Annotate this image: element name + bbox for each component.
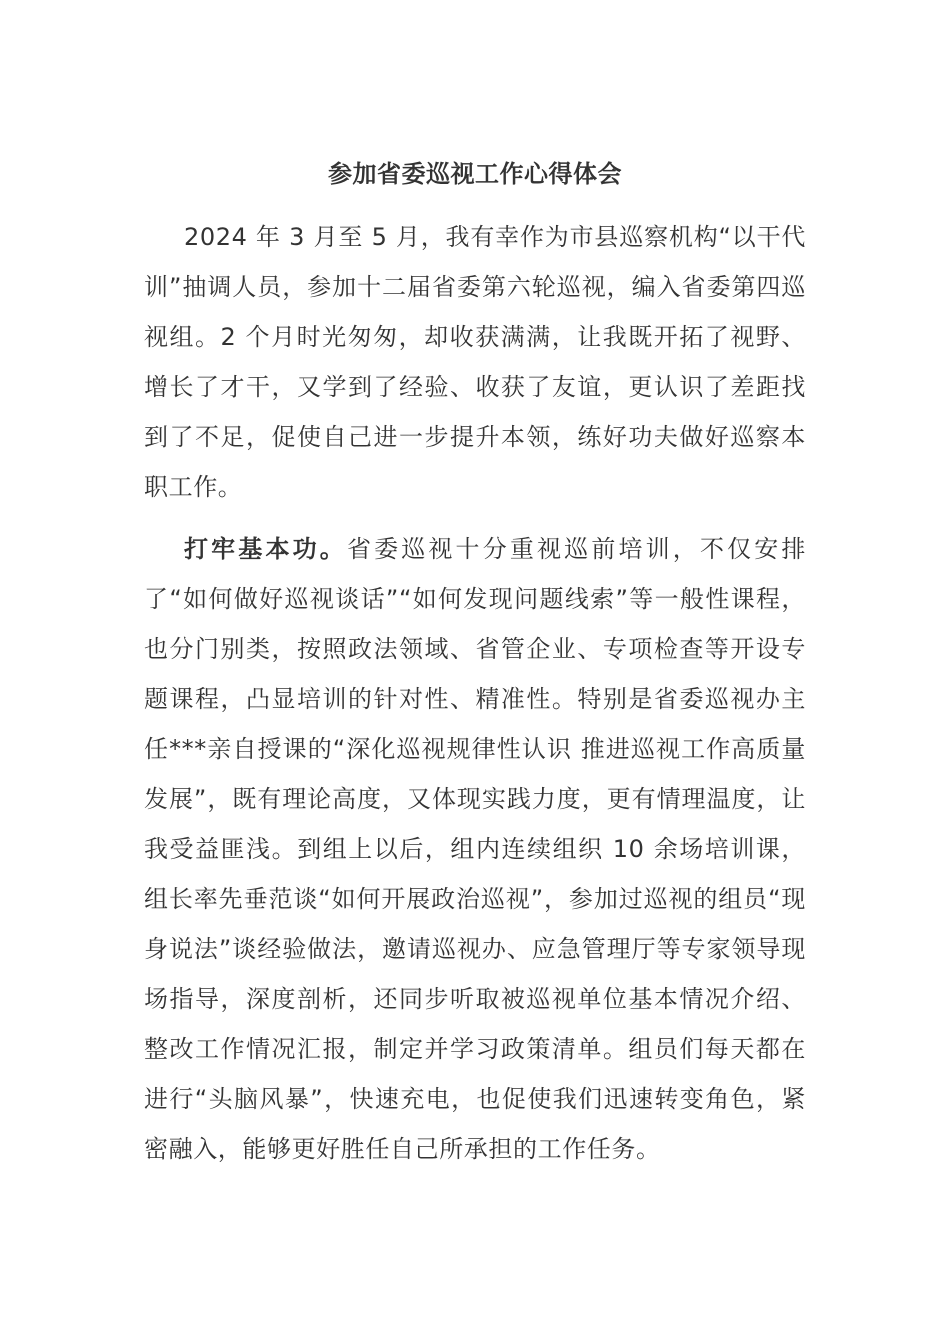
paragraph-basic-skills	[144, 524, 806, 1174]
paragraph-intro	[144, 212, 806, 512]
paragraph-heading: 打牢基本功。	[184, 535, 347, 563]
paragraph-text: 2024 年 3 月至 5 月，我有幸作为市县巡察机构“以干代训”抽调人员，参加十二届省委第六轮巡视，编入省委第四巡视组。2 个月时光匆匆，却收获满满，让我既开拓了视野、增长了才干，又学到了经验、收获了友谊，更认识了差距找到了不足，促使自己进一步提升本领，练好功夫做好巡察本职工作。	[144, 223, 806, 501]
document-body	[144, 148, 806, 1174]
paragraph-text: 省委巡视十分重视巡前培训，不仅安排了“如何做好巡视谈话”“如何发现问题线索”等一般性课程，也分门别类，按照政法领域、省管企业、专项检查等开设专题课程，凸显培训的针对性、精准性。特别是省委巡视办主任***亲自授课的“深化巡视规律性认识 推进巡视工作高质量发展”，既有理论高度，又体现实践力度，更有情理温度，让我受益匪浅。到组上以后，组内连续组织 10 余场培训课，组长率先垂范谈“如何开展政治巡视”，参加过巡视的组员“现身说法”谈经验做法，邀请巡视办、应急管理厅等专家领导现场指导，深度剖析，还同步听取被巡视单位基本情况介绍、整改工作情况汇报，制定并学习政策清单。组员们每天都在进行“头脑风暴”，快速充电，也促使我们迅速转变角色，紧密融入，能够更好胜任自己所承担的工作任务。	[144, 535, 806, 1163]
document-title: 参加省委巡视工作心得体会	[328, 160, 622, 188]
